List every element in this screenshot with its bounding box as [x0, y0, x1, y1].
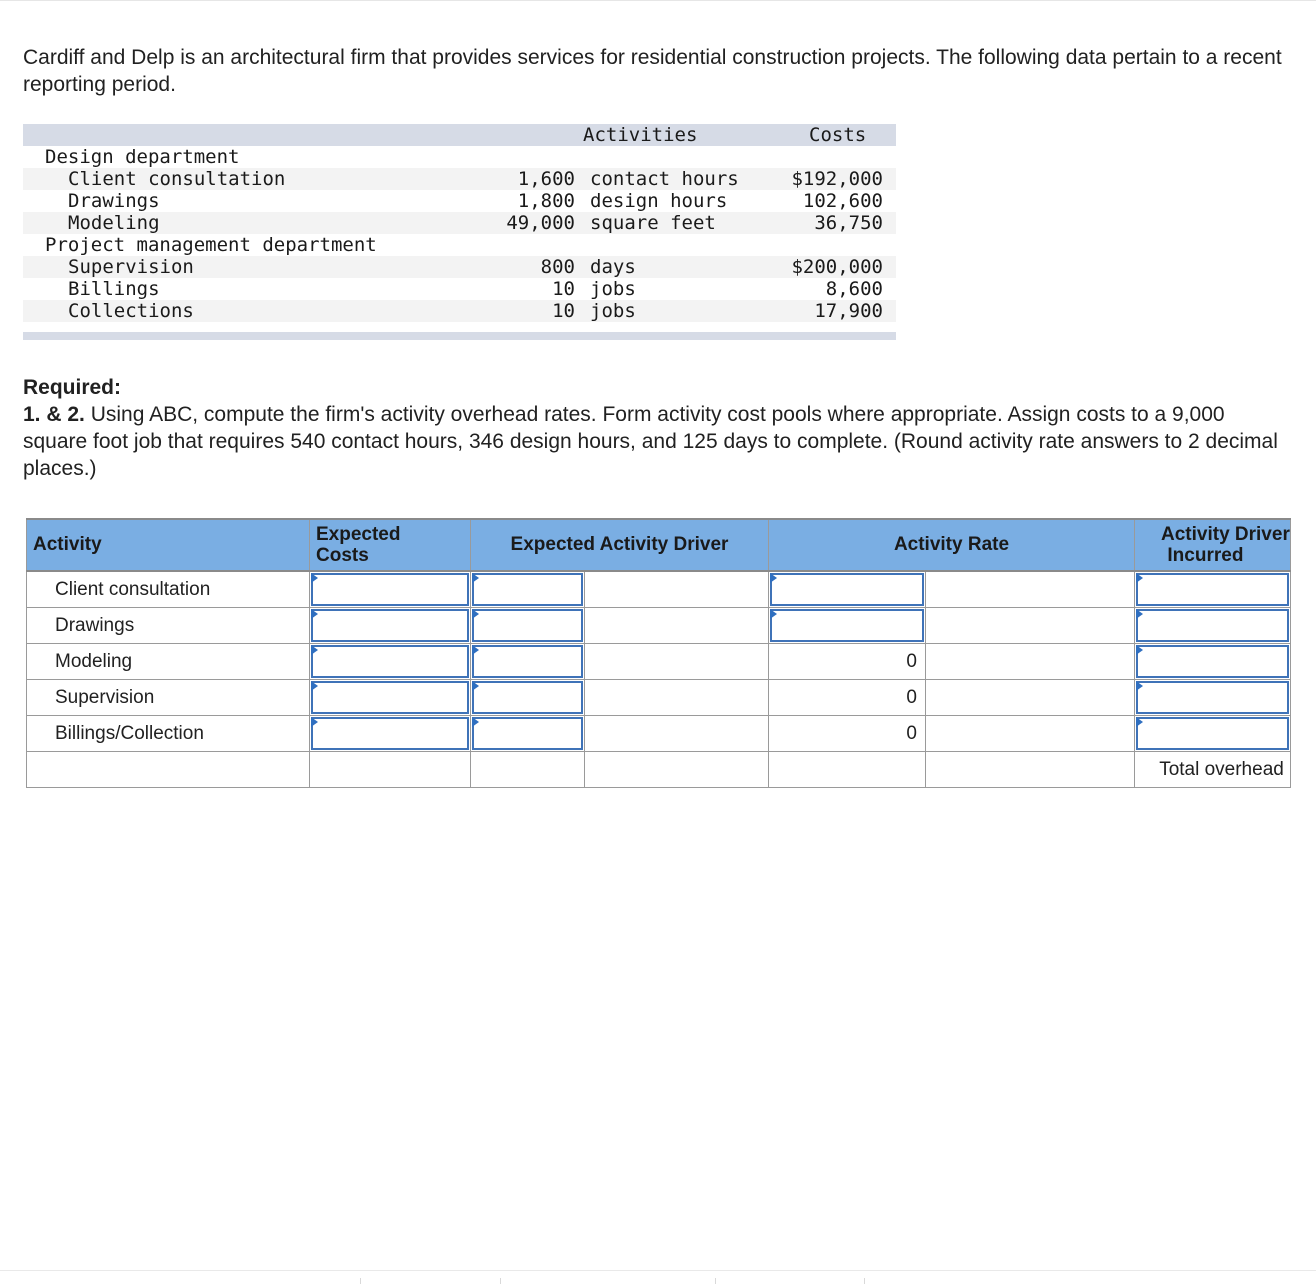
data-row-project-management: [23, 234, 896, 256]
rate-value-cell: [769, 571, 926, 608]
expected-costs-cell: [310, 644, 471, 680]
row-activity-unit: contact hours: [590, 168, 739, 190]
dropdown-marker-icon: [1136, 717, 1143, 727]
activity-label: Billings/Collection: [27, 716, 310, 752]
expected-costs-cell: [310, 571, 471, 608]
answer-table: [26, 518, 1291, 788]
driver-incurred-input[interactable]: [1136, 645, 1289, 678]
driver-qty-input[interactable]: [472, 681, 583, 714]
driver-unit-cell: [585, 716, 769, 752]
dropdown-marker-icon: [1136, 681, 1143, 691]
header-activity-driver-incurred: [1135, 519, 1291, 571]
row-label: Client consultation: [68, 168, 286, 190]
required-part-label: 1. & 2.: [23, 403, 85, 426]
bottom-divider: [715, 1278, 716, 1284]
data-row-client-consultation: [23, 168, 896, 190]
total-overhead-label: Total overhead: [1135, 752, 1291, 788]
activity-label: Drawings: [27, 608, 310, 644]
row-cost: 17,900: [814, 300, 883, 322]
row-label: Drawings: [68, 190, 160, 212]
row-label: Supervision: [68, 256, 194, 278]
required-heading: Required:: [23, 376, 122, 399]
driver-incurred-cell: [1135, 716, 1291, 752]
driver-unit-cell: [585, 571, 769, 608]
row-cost: $192,000: [791, 168, 883, 190]
driver-incurred-input[interactable]: [1136, 681, 1289, 714]
header-costs: Costs: [809, 124, 867, 146]
driver-qty-cell: [471, 608, 585, 644]
grid-row-total: [27, 752, 1291, 788]
driver-unit-cell: [585, 644, 769, 680]
driver-unit-cell: [585, 608, 769, 644]
bottom-rule: [0, 1270, 1316, 1271]
total-empty-cell: [27, 752, 310, 788]
row-cost: 36,750: [814, 212, 883, 234]
row-activity-qty: 10: [552, 278, 575, 300]
dropdown-marker-icon: [770, 573, 777, 583]
expected-costs-input[interactable]: [311, 717, 469, 750]
dropdown-marker-icon: [311, 573, 318, 583]
dropdown-marker-icon: [1136, 645, 1143, 655]
activity-rate-input[interactable]: [770, 573, 924, 606]
header-driver-incurred-line2: Incurred: [1167, 545, 1244, 566]
driver-incurred-cell: [1135, 608, 1291, 644]
grid-row-drawings: [27, 608, 1291, 644]
header-expected-activity-driver: Expected Activity Driver: [471, 519, 769, 571]
driver-qty-cell: [471, 680, 585, 716]
row-cost: 8,600: [825, 278, 883, 300]
driver-incurred-cell: [1135, 644, 1291, 680]
header-activity-rate: Activity Rate: [769, 519, 1135, 571]
header-activities: Activities: [583, 124, 698, 146]
total-empty-cell: [926, 752, 1135, 788]
row-activity-unit: jobs: [590, 300, 636, 322]
header-expected-costs-line1: Expected: [316, 524, 401, 545]
row-cost: 102,600: [802, 190, 883, 212]
dropdown-marker-icon: [311, 717, 318, 727]
data-row-supervision: [23, 256, 896, 278]
row-activity-qty: 49,000: [506, 212, 575, 234]
activity-rate-value: 0: [769, 716, 926, 752]
total-empty-cell: [585, 752, 769, 788]
header-activity: Activity: [27, 519, 310, 571]
row-activity-qty: 1,600: [517, 168, 575, 190]
driver-qty-input[interactable]: [472, 717, 583, 750]
dropdown-marker-icon: [311, 681, 318, 691]
row-activity-qty: 1,800: [517, 190, 575, 212]
row-activity-unit: days: [590, 256, 636, 278]
required-section: [23, 374, 1293, 482]
grid-row-client-consultation: [27, 571, 1291, 608]
rate-unit-cell: [926, 716, 1135, 752]
bottom-divider: [864, 1278, 865, 1284]
activity-label: Client consultation: [27, 571, 310, 608]
dropdown-marker-icon: [311, 645, 318, 655]
driver-qty-cell: [471, 644, 585, 680]
grid-row-billings-collection: [27, 716, 1291, 752]
grid-row-modeling: [27, 644, 1291, 680]
data-row-design: [23, 146, 896, 168]
dropdown-marker-icon: [472, 573, 479, 583]
row-activity-qty: 10: [552, 300, 575, 322]
row-label: Billings: [68, 278, 160, 300]
expected-costs-input[interactable]: [311, 681, 469, 714]
cost-data-table: [23, 124, 896, 340]
dropdown-marker-icon: [1136, 573, 1143, 583]
driver-qty-cell: [471, 716, 585, 752]
driver-qty-input[interactable]: [472, 609, 583, 642]
rate-unit-cell: [926, 644, 1135, 680]
row-cost: $200,000: [791, 256, 883, 278]
rate-unit-cell: [926, 571, 1135, 608]
data-table-header: [23, 124, 896, 146]
grid-row-supervision: [27, 680, 1291, 716]
data-row-billings: [23, 278, 896, 300]
bottom-divider: [360, 1278, 361, 1284]
total-empty-cell: [769, 752, 926, 788]
dropdown-marker-icon: [472, 609, 479, 619]
activity-rate-value: 0: [769, 680, 926, 716]
driver-qty-input[interactable]: [472, 645, 583, 678]
data-row-modeling: [23, 212, 896, 234]
answer-grid: [26, 518, 1316, 788]
expected-costs-input[interactable]: [311, 645, 469, 678]
expected-costs-cell: [310, 716, 471, 752]
row-activity-qty: 800: [540, 256, 575, 278]
driver-incurred-input[interactable]: [1136, 573, 1289, 606]
row-activity-unit: jobs: [590, 278, 636, 300]
dropdown-marker-icon: [472, 645, 479, 655]
driver-incurred-input[interactable]: [1136, 717, 1289, 750]
total-empty-cell: [471, 752, 585, 788]
data-row-collections: [23, 300, 896, 322]
row-activity-unit: square feet: [590, 212, 716, 234]
header-expected-costs-line2: Costs: [316, 545, 369, 566]
intro-text: Cardiff and Delp is an architectural firm that provides services for residential construction projects. The following data pertain to a recent reporting period.: [23, 46, 1282, 96]
rate-value-cell: [769, 608, 926, 644]
dropdown-marker-icon: [770, 609, 777, 619]
required-text: Using ABC, compute the firm's activity overhead rates. Form activity cost pools where appropriate. Assign costs to a 9,000 square foot job that requires 540 contact hours, 346 design hours, and 125 days to complete. (Round activity rate answers to 2 decimal places.): [23, 403, 1278, 480]
top-rule: [0, 0, 1316, 1]
driver-unit-cell: [585, 680, 769, 716]
grid-header-row: [27, 519, 1291, 571]
row-label: Collections: [68, 300, 194, 322]
driver-incurred-cell: [1135, 680, 1291, 716]
expected-costs-cell: [310, 608, 471, 644]
expected-costs-input[interactable]: [311, 609, 469, 642]
expected-costs-input[interactable]: [311, 573, 469, 606]
dropdown-marker-icon: [1136, 609, 1143, 619]
driver-qty-input[interactable]: [472, 573, 583, 606]
row-label: Project management department: [45, 234, 377, 256]
activity-rate-input[interactable]: [770, 609, 924, 642]
rate-unit-cell: [926, 680, 1135, 716]
dropdown-marker-icon: [472, 717, 479, 727]
dropdown-marker-icon: [311, 609, 318, 619]
header-driver-incurred-line1: Activity Driver: [1161, 524, 1290, 545]
total-empty-cell: [310, 752, 471, 788]
row-label: Design department: [45, 146, 240, 168]
header-expected-costs: [310, 519, 471, 571]
driver-qty-cell: [471, 571, 585, 608]
driver-incurred-cell: [1135, 571, 1291, 608]
dropdown-marker-icon: [472, 681, 479, 691]
activity-label: Supervision: [27, 680, 310, 716]
data-table-footer-bar: [23, 332, 896, 340]
rate-unit-cell: [926, 608, 1135, 644]
activity-label: Modeling: [27, 644, 310, 680]
expected-costs-cell: [310, 680, 471, 716]
activity-rate-value: 0: [769, 644, 926, 680]
driver-incurred-input[interactable]: [1136, 609, 1289, 642]
data-row-drawings: [23, 190, 896, 212]
row-activity-unit: design hours: [590, 190, 728, 212]
row-label: Modeling: [68, 212, 160, 234]
bottom-divider: [500, 1278, 501, 1284]
